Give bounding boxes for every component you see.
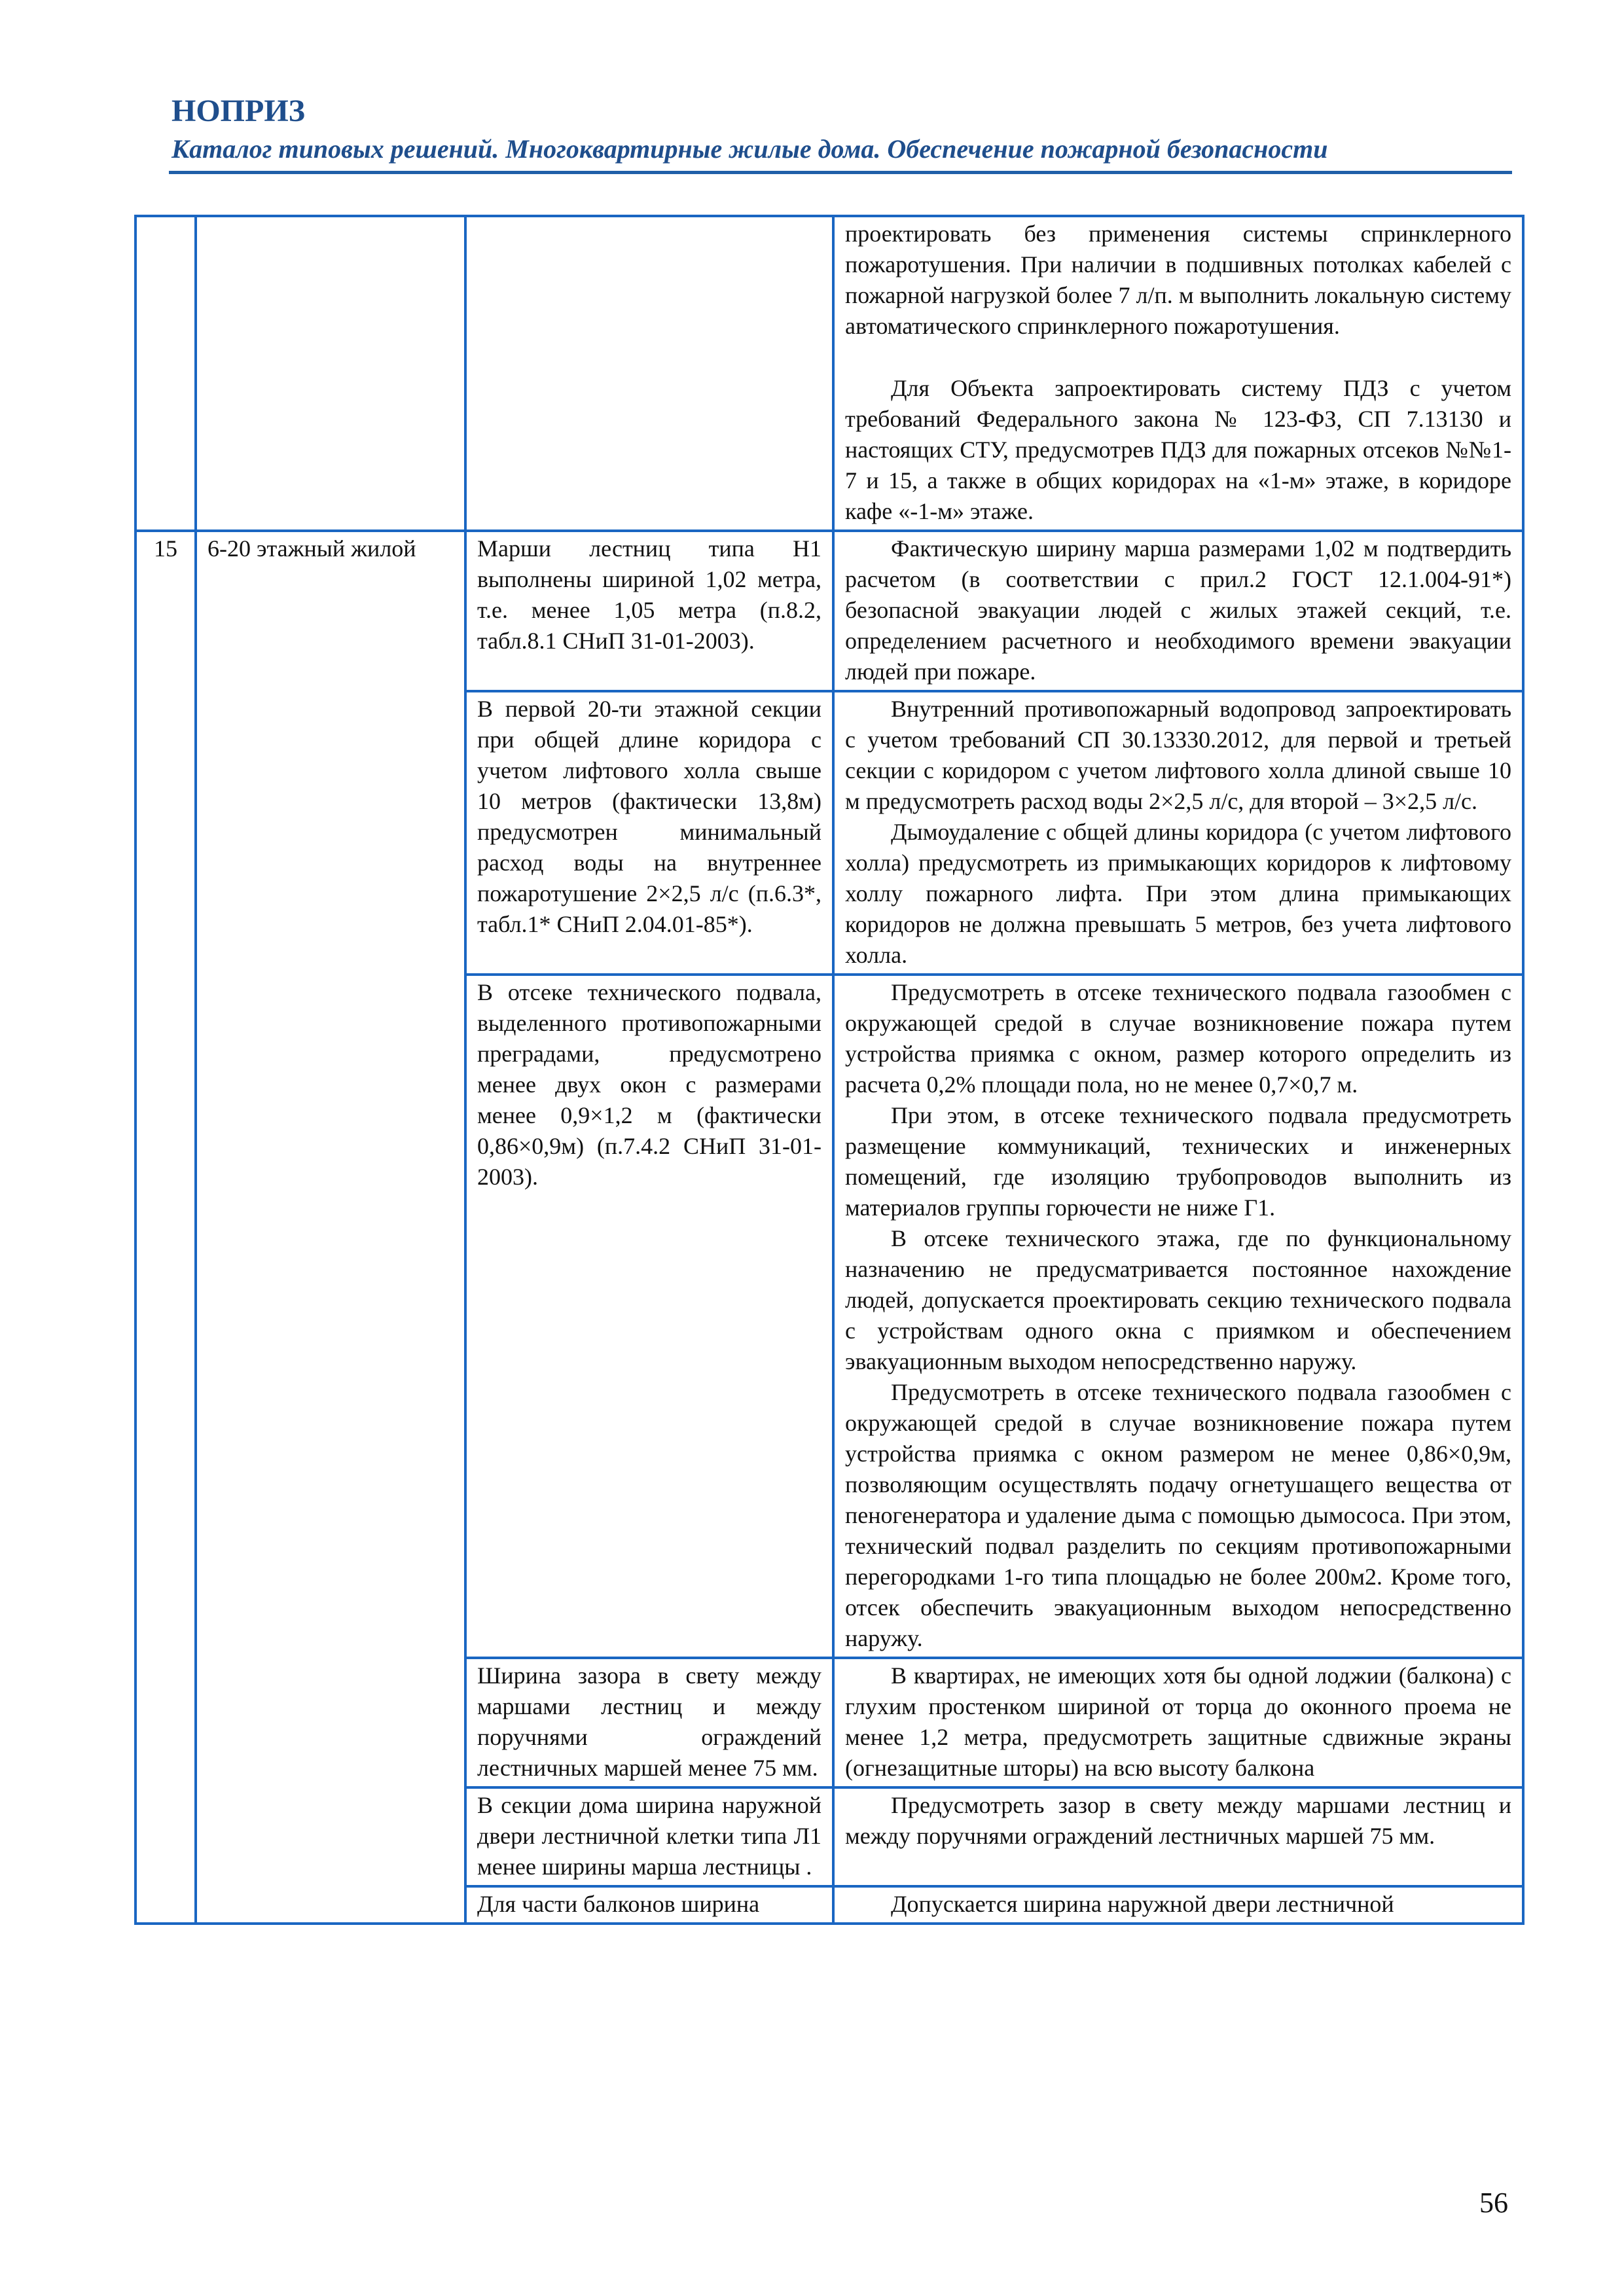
solution-paragraph: В квартирах, не имеющих хотя бы одной лоджии (балкона) с глухим простенком шириной от торца до оконного проема не менее 1,2 метра, предусмотреть защитные сдвижные экраны (огнезащитные шторы) на всю высоту балкона bbox=[845, 1662, 1511, 1781]
solution-paragraph: Предусмотреть зазор в свету между маршами лестниц и между поручнями ограждений лестничных маршей 75 мм. bbox=[845, 1792, 1511, 1849]
solution-paragraph: Фактическую ширину марша размерами 1,02 м подтвердить расчетом (в соответствии с прил.2 ГОСТ 12.1.004-91*) безопасной эвакуации людей с жилых этажей секций, т.е. определением расчетного и необходимого времени эвакуации людей при пожаре. bbox=[845, 535, 1511, 685]
table-row-continuation bbox=[135, 216, 1523, 531]
row-number-cell: 15 bbox=[135, 531, 196, 1924]
solution-paragraph: Для Объекта запроектировать систему ПДЗ с учетом требований Федерального закона № 123-ФЗ, СП 7.13130 и настоящих СТУ, предусмотрев ПДЗ для пожарных отсеков №№1-7 и 15, а также в общих коридорах на «1-м» этаже, в коридоре кафе «-1-м» этаже. bbox=[845, 375, 1511, 524]
solution-cell bbox=[833, 975, 1523, 1658]
page-number: 56 bbox=[1479, 2187, 1508, 2219]
violation-cell: В первой 20-ти этажной секции при общей длине коридора с учетом лифтового холла свыше 10 метров (фактически 13,8м) предусмотрен минимальный расход воды на внутреннее пожаротушение 2×2,5 л/с (п.6.3*, табл.1* СНиП 2.04.01-85*). bbox=[465, 691, 833, 975]
catalog-subtitle: Каталог типовых решений. Многоквартирные жилые дома. Обеспечение пожарной безопасности bbox=[171, 134, 1328, 164]
solution-cell bbox=[833, 691, 1523, 975]
violation-cell: В отсеке технического подвала, выделенного противопожарными преградами, предусмотрено менее двух окон с размерами менее 0,9×1,2 м (фактически 0,86×0,9м) (п.7.4.2 СНиП 31-01-2003). bbox=[465, 975, 833, 1658]
solution-paragraph: Дымоудаление с общей длины коридора (с учетом лифтового холла) предусмотреть из примыкающих коридоров к лифтовому холлу пожарного лифта. При этом длина примыкающих коридоров не должна превышать 5 метров, без учета лифтового холла. bbox=[845, 819, 1511, 968]
solution-paragraph: Предусмотреть в отсеке технического подвала газообмен с окружающей средой в случае возникновение пожара путем устройства приямка с окном, размер которого определить из расчета 0,2% площади пола, но не менее 0,7×0,7 м. bbox=[845, 979, 1511, 1098]
solution-paragraph: Внутренний противопожарный водопровод запроектировать с учетом требований СП 30.13330.2012, для первой и третьей секции с коридором с учетом лифтового холла длиной свыше 10 м предусмотреть расход воды 2×2,5 л/с, для второй – 3×2,5 л/с. bbox=[845, 696, 1511, 814]
solution-cell bbox=[833, 1787, 1523, 1886]
violation-cell: Ширина зазора в свету между маршами лестниц и между поручнями ограждений лестничных маршей менее 75 мм. bbox=[465, 1658, 833, 1787]
violation-cell: В секции дома ширина наружной двери лестничной клетки типа Л1 менее ширины марша лестницы . bbox=[465, 1787, 833, 1886]
building-type-cell bbox=[196, 216, 465, 531]
solution-cell bbox=[833, 216, 1523, 531]
fire-safety-table bbox=[134, 215, 1525, 1925]
violation-cell bbox=[465, 216, 833, 531]
solution-cell bbox=[833, 1886, 1523, 1924]
violation-cell: Для части балконов ширина bbox=[465, 1886, 833, 1924]
header-rule bbox=[169, 171, 1512, 174]
solution-cell bbox=[833, 1658, 1523, 1787]
violation-cell: Марши лестниц типа Н1 выполнены шириной 1,02 метра, т.е. менее 1,05 метра (п.8.2, табл.8.1 СНиП 31-01-2003). bbox=[465, 531, 833, 691]
organization-name: НОПРИЗ bbox=[171, 94, 305, 128]
document-header bbox=[171, 92, 1520, 168]
building-type-cell: 6-20 этажный жилой bbox=[196, 531, 465, 1924]
table-row bbox=[135, 531, 1523, 691]
row-number-cell bbox=[135, 216, 196, 531]
solution-paragraph: Допускается ширина наружной двери лестничной bbox=[891, 1891, 1394, 1917]
solution-paragraph: проектировать без применения системы спринклерного пожаротушения. При наличии в подшивных потолках кабелей с пожарной нагрузкой более 7 л/п. м выполнить локальную систему автоматического спринклерного пожаротушения. bbox=[845, 221, 1511, 339]
solution-paragraph: В отсеке технического этажа, где по функциональному назначению не предусматривается постоянное нахождение людей, допускается проектировать секцию технического подвала с устройствам одного окна с приямком и обеспечением эвакуационным выходом непосредственно наружу. bbox=[845, 1225, 1511, 1374]
solution-paragraph: При этом, в отсеке технического подвала предусмотреть размещение коммуникаций, технических и инженерных помещений, где изоляцию трубопроводов выполнить из материалов группы горючести не ниже Г1. bbox=[845, 1102, 1511, 1221]
solution-cell bbox=[833, 531, 1523, 691]
solution-paragraph: Предусмотреть в отсеке технического подвала газообмен с окружающей средой в случае возникновение пожара путем устройства приямка с окном размером не менее 0,86×0,9м, позволяющим осуществлять подачу огнетушащего вещества от пеногенератора и удаление дыма с помощью дымососа. При этом, технический подвал разделить по секциям противопожарными перегородками 1-го типа площадью не более 200м2. Кроме того, отсек обеспечить эвакуационным выходом непосредственно наружу. bbox=[845, 1379, 1511, 1651]
